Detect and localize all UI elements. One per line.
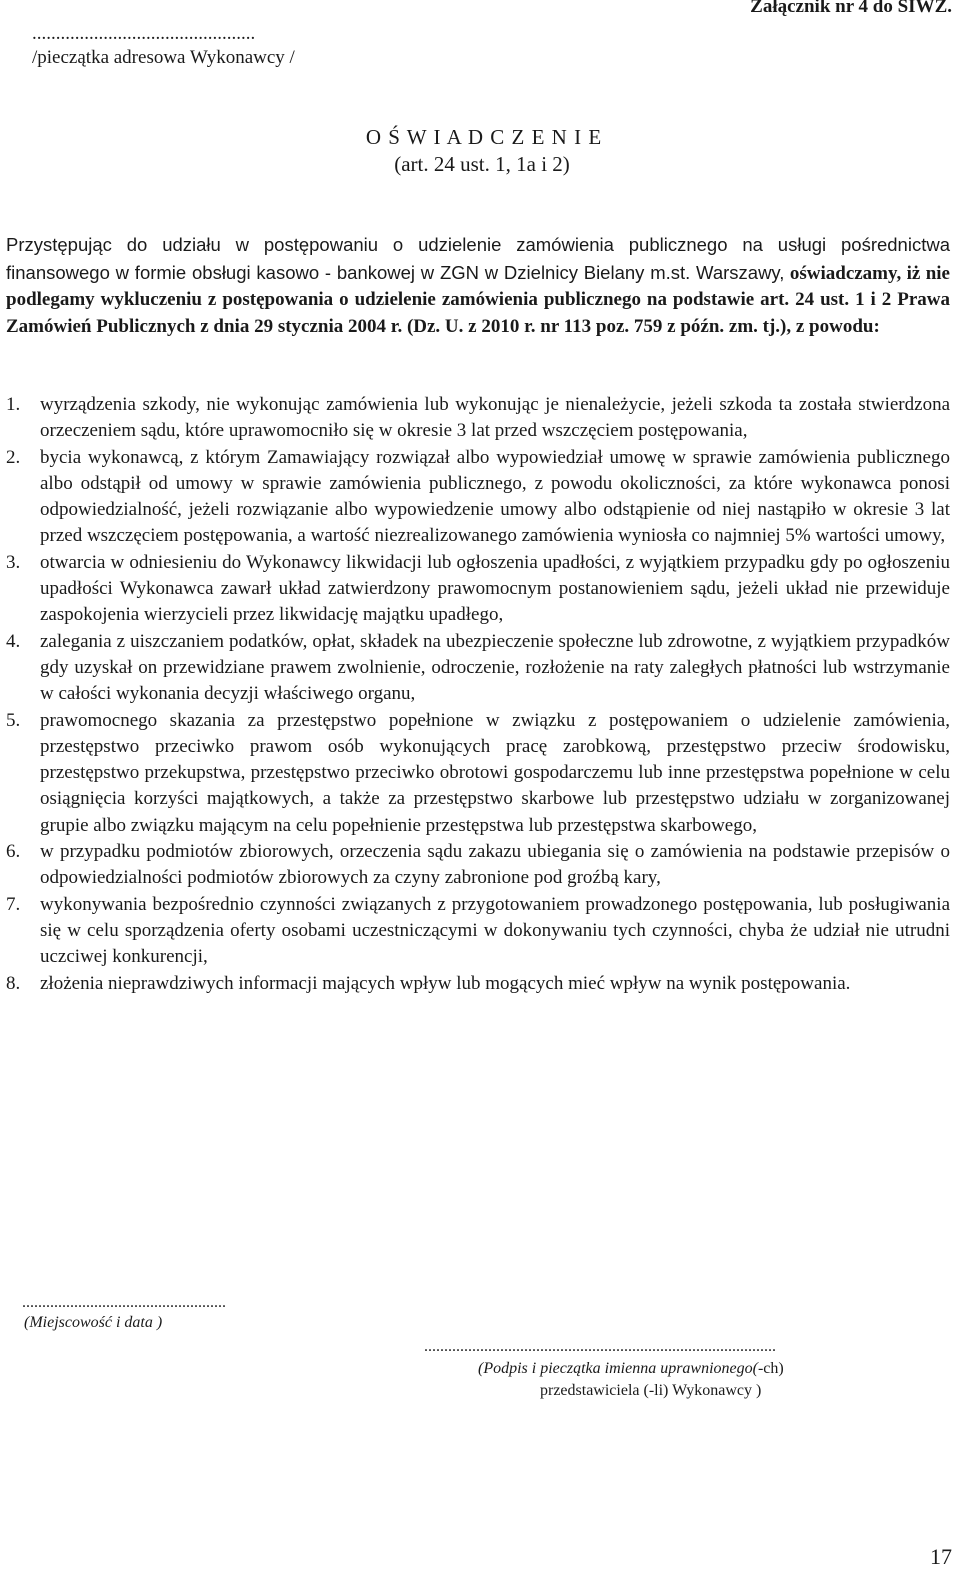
intro-text: Przystępując do udziału w postępowaniu o udzielenie zamówienia publicznego na usługi pośrednictwa finansowego w formie obsługi kasowo - bankowej w ZGN w Dzielnicy Bielany m.st. Warszawy, [6, 234, 950, 283]
list-item [6, 971, 950, 997]
stamp-dots: ............................................... [32, 23, 256, 44]
place-date-block [18, 1293, 226, 1333]
document-title: O Ś W I A D C Z E N I E [365, 125, 603, 149]
list-item-number: 7. [6, 893, 21, 915]
list-item [6, 892, 950, 971]
list-item [6, 392, 950, 445]
intro-paragraph [6, 232, 950, 340]
list-item-text: wyrządzenia szkody, nie wykonując zamówienia lub wykonując je nienależycie, jeżeli szkoda ta została stwierdzona orzeczeniem sądu, które uprawomocniło się w okresie 3 lat przed wszczęciem postępowania, [40, 394, 950, 442]
list-item-text: bycia wykonawcą, z którym Zamawiający rozwiązał albo wypowiedział umowę w sprawie zamówienia publicznego albo odstąpił od umowy w sprawie zamówienia publicznego, z powodu okoliczności, za które wykonawca ponosi odpowiedzialność, jeżeli rozwiązanie albo wypowiedzenie umowy albo odstąpienie od niej nastąpiło w okresie 3 lat przed wszczęciem postępowania, a wartość niezrealizowanego zamówienia wyniosła co najmniej 5% wartości umowy, [40, 446, 950, 547]
list-item-number: 5. [6, 709, 21, 731]
list-item-text: wykonywania bezpośrednio czynności związanych z przygotowaniem prowadzonego postępowania, lub posługiwania się w celu sporządzenia oferty osobami uczestniczącymi w dokonywaniu tych czynności, chyba że udział nie utrudni uczciwej konkurencji, [40, 893, 950, 968]
list-item [6, 708, 950, 839]
document-subtitle: (art. 24 ust. 1, 1a i 2) [394, 152, 570, 176]
list-item [6, 629, 950, 708]
list-item [6, 550, 950, 629]
list-item-number: 1. [6, 394, 21, 415]
exclusion-list [6, 392, 950, 997]
signature-label [424, 1358, 884, 1380]
signature-dots: ........................................................................................ [424, 1338, 776, 1355]
signature-block [424, 1336, 884, 1402]
attachment-label: Załącznik nr 4 do SIWZ. [750, 0, 952, 17]
list-item-text: prawomocnego skazania za przestępstwo popełnione w związku z postępowaniem o udzielenie zamówienia, przestępstwo przeciwko prawom osób wykonujących pracę zarobkową, przestępstwo przeciw środowisku, przestępstwo przekupstwa, przestępstwo przeciwko obrotowi gospodarczemu lub inne przestępstwa popełnione w celu osiągnięcia korzyści majątkowych, a także za przestępstwo skarbowe lub przestępstwo udziału w zorganizowanej grupie albo związku mającym na celu popełnienie przestępstwa lub przestępstwa skarbowego, [40, 709, 950, 836]
list-item-number: 2. [6, 446, 21, 468]
list-item-text: otwarcia w odniesieniu do Wykonawcy likwidacji lub ogłoszenia upadłości, z wyjątkiem przypadku gdy po ogłoszeniu upadłości Wykonawca zawarł układ zatwierdzony prawomocnym postanowieniem sądu, jeżeli układ nie przewiduje zaspokojenia wierzycieli przez likwidację majątku upadłego, [40, 551, 950, 626]
signature-label-italic: (Podpis i pieczątka imienna uprawnionego( [478, 1360, 758, 1377]
list-item-number: 3. [6, 551, 21, 573]
signature-label-suffix: -ch) [757, 1360, 784, 1377]
signature-label-second-line: przedstawiciela (-li) Wykonawcy ) [540, 1382, 762, 1399]
place-date-label: (Miejscowość i data ) [24, 1314, 163, 1331]
place-date-dots: ................................................... [22, 1294, 226, 1311]
stamp-label: /pieczątka adresowa Wykonawcy / [32, 47, 295, 68]
list-item-text: złożenia nieprawdziwych informacji mających wpływ lub mogących mieć wpływ na wynik postępowania. [40, 972, 851, 994]
intro-declaration: oświadczamy, iż nie podlegamy wykluczeniu z postępowania o udzielenie zamówienia publicznego na podstawie art. 24 ust. 1 i 2 Prawa Zamówień Publicznych z dnia 29 stycznia 2004 r. (Dz. U. z 2010 r. nr 113 poz. 759 z późn. zm. tj.), z powodu: [6, 262, 950, 337]
list-item-text: zalegania z uiszczaniem podatków, opłat, składek na ubezpieczenie społeczne lub zdrowotne, z wyjątkiem przypadków gdy uzyskał on przewidziane prawem zwolnienie, odroczenie, rozłożenie na raty zaległych płatności lub wstrzymanie w całości wykonania decyzji właściwego organu, [40, 630, 950, 705]
list-item-text: w przypadku podmiotów zbiorowych, orzeczenia sądu zakazu ubiegania się o zamówienia na podstawie przepisów o odpowiedzialności podmiotów zbiorowych za czyny zabronione pod groźbą kary, [40, 841, 950, 889]
list-item [6, 839, 950, 892]
list-item-number: 8. [6, 972, 21, 994]
list-item-number: 4. [6, 630, 21, 652]
stamp-block [32, 22, 295, 70]
list-item-number: 6. [6, 841, 21, 863]
page-number: 17 [930, 1544, 952, 1569]
title-block [0, 124, 960, 178]
list-item [6, 445, 950, 550]
